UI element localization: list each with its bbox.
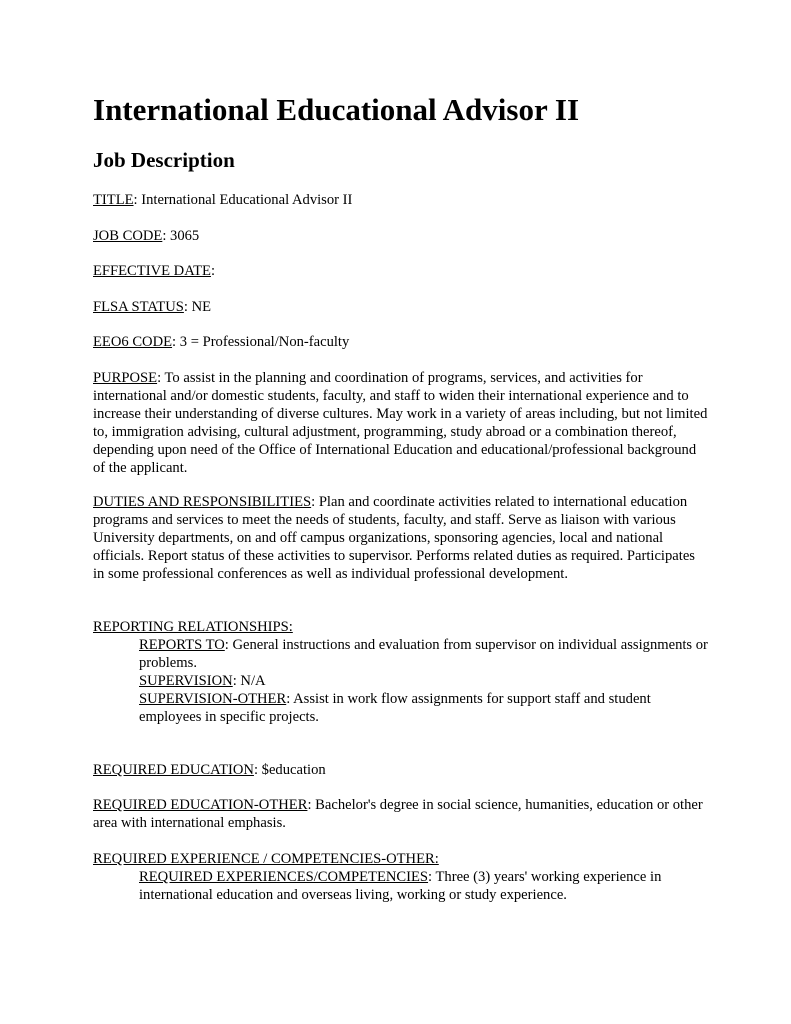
field-value: Plan and coordinate activities related to international education programs and services to meet the needs of students, faculty, and staff. Serve as liaison with various University departments, on and off campus organizations, sponsoring agencies, local and national officials. Report status of these activities to supervisor. Performs related duties as required. Participates in some professional conferences as well as individual professional development. xyxy=(93,494,695,582)
field-label: REQUIRED EDUCATION xyxy=(93,762,254,778)
field-supervision: SUPERVISION: N/A xyxy=(139,672,266,689)
required-experience xyxy=(93,851,708,905)
field-value: To assist in the planning and coordination of programs, services, and activities for international and/or domestic students, faculty, and staff to widen their international experience and to increase their understanding of diverse cultures. May work in a variety of areas including, but not limited to, immigration advising, cultural adjustment, programming, study abroad or a combination thereof, depending upon need of the Office of International Education and educational/professional background of the applicant. xyxy=(93,370,708,476)
field-label: PURPOSE xyxy=(93,370,158,386)
reporting-heading: REPORTING RELATIONSHIPS: xyxy=(93,619,293,635)
field-reports-to: REPORTS TO: General instructions and evaluation from supervisor on individual assignments or problems. xyxy=(139,636,708,671)
field-label: REQUIRED EXPERIENCES/COMPETENCIES xyxy=(139,868,429,885)
field-label: EFFECTIVE DATE xyxy=(93,263,211,279)
field-value: Assist in work flow assignments for support staff and student employees in specific projects. xyxy=(139,690,651,725)
field-label: EEO6 CODE xyxy=(93,334,173,350)
field-value: 3 = Professional/Non-faculty xyxy=(179,334,350,350)
field-job-code: JOB CODE: 3065 xyxy=(93,228,200,244)
field-eeo6-code: EEO6 CODE: 3 = Professional/Non-faculty xyxy=(93,334,350,350)
field-required-education: REQUIRED EDUCATION: $education xyxy=(93,762,326,778)
field-value: N/A xyxy=(240,672,266,689)
field-duties: DUTIES AND RESPONSIBILITIES: Plan and coordinate activities related to international education programs and services to meet the needs of students, faculty, and staff. Serve as liaison with various University departments, on and off campus organizations, sponsoring agencies, local and national officials. Report status of these activities to supervisor. Performs related duties as required. Participates in some professional conferences as well as individual professional development. xyxy=(93,494,695,582)
field-value: General instructions and evaluation from supervisor on individual assignments or problems. xyxy=(139,636,708,671)
field-label: SUPERVISION xyxy=(139,672,233,689)
field-required-education-other: REQUIRED EDUCATION-OTHER: Bachelor's degree in social science, humanities, education or other area with international emphasis. xyxy=(93,797,703,831)
field-flsa-status: FLSA STATUS: NE xyxy=(93,299,212,315)
field-label: JOB CODE xyxy=(93,228,163,244)
field-label: DUTIES AND RESPONSIBILITIES xyxy=(93,494,312,510)
field-required-competencies: REQUIRED EXPERIENCES/COMPETENCIES: Three (3) years' working experience in international education and overseas living, working or study experience. xyxy=(139,868,662,903)
section-title: Job Description xyxy=(93,148,235,172)
field-supervision-other: SUPERVISION-OTHER: Assist in work flow assignments for support staff and student employees in specific projects. xyxy=(139,690,651,725)
field-value: International Educational Advisor II xyxy=(141,192,353,208)
field-value: $education xyxy=(261,762,326,778)
field-value: Bachelor's degree in social science, humanities, education or other area with international emphasis. xyxy=(93,797,703,831)
field-label: REPORTS TO xyxy=(139,636,225,653)
experience-heading: REQUIRED EXPERIENCE / COMPETENCIES-OTHER: xyxy=(93,851,439,867)
field-label: FLSA STATUS xyxy=(93,299,184,315)
field-title: TITLE: International Educational Advisor II xyxy=(93,192,353,208)
field-label: TITLE xyxy=(93,192,134,208)
page-title: International Educational Advisor II xyxy=(93,92,580,127)
field-value: 3065 xyxy=(170,228,200,244)
reporting-relationships xyxy=(93,619,708,726)
field-label: SUPERVISION-OTHER xyxy=(139,690,287,707)
field-value: NE xyxy=(191,299,212,315)
field-value: Three (3) years' working experience in international education and overseas living, working or study experience. xyxy=(139,868,662,903)
field-label: REQUIRED EDUCATION-OTHER xyxy=(93,797,308,813)
field-effective-date: EFFECTIVE DATE: xyxy=(93,263,216,279)
field-purpose: PURPOSE: To assist in the planning and coordination of programs, services, and activities for international and/or domestic students, faculty, and staff to widen their international experience and to increase their understanding of diverse cultures. May work in a variety of areas including, but not limited to, immigration advising, cultural adjustment, programming, study abroad or a combination thereof, depending upon need of the Office of International Education and educational/professional background of the applicant. xyxy=(93,370,708,476)
